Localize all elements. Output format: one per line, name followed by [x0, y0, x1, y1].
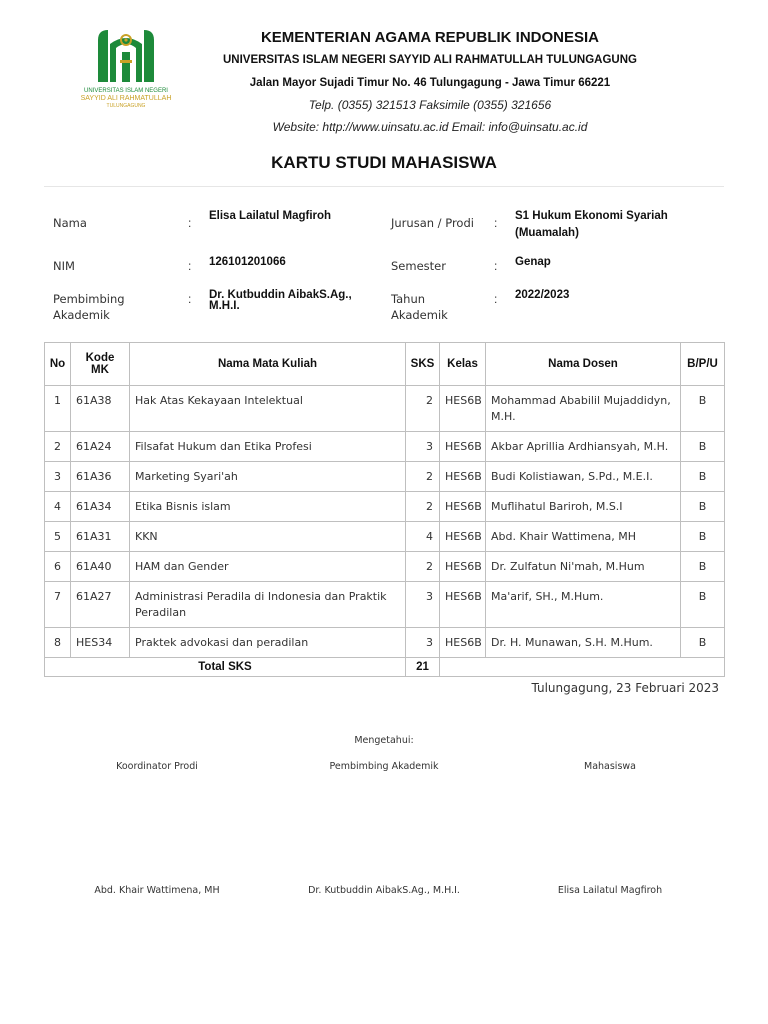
university-logo — [78, 22, 174, 114]
nim-value: 126101201066 — [209, 256, 286, 268]
header-bpu: B/P/U — [681, 343, 725, 386]
logo-text-line3: TULUNGAGUNG — [106, 103, 146, 109]
nim-colon: : — [188, 259, 192, 273]
header-sks: SKS — [406, 343, 440, 386]
university-phone: Telp. (0355) 321513 Faksimile (0355) 321656 — [308, 98, 552, 112]
cell-no: 3 — [45, 462, 71, 492]
academic-year-label-line1: Tahun — [391, 292, 426, 306]
total-row — [45, 658, 725, 677]
cell-bpu: B — [681, 386, 725, 432]
university-website: Website: http://www.uinsatu.ac.id Email: info@uinsatu.ac.id — [272, 120, 588, 134]
cell-lecturer: Ma'arif, SH., M.Hum. — [486, 582, 681, 628]
cell-code: 61A27 — [71, 582, 130, 628]
cell-bpu: B — [681, 628, 725, 658]
header-code-line2: MK — [91, 364, 109, 376]
cell-course: Administrasi Peradila di Indonesia dan Praktik Peradilan — [130, 582, 406, 628]
cell-sks: 2 — [406, 462, 440, 492]
header-no: No — [45, 343, 71, 386]
cell-class: HES6B — [440, 462, 486, 492]
table-row — [45, 552, 725, 582]
cell-no: 4 — [45, 492, 71, 522]
cell-lecturer: Akbar Aprillia Ardhiansyah, M.H. — [486, 432, 681, 462]
cell-sks: 3 — [406, 432, 440, 462]
place-date: Tulungagung, 23 Februari 2023 — [531, 681, 719, 695]
table-row — [45, 522, 725, 552]
header-course: Nama Mata Kuliah — [130, 343, 406, 386]
cell-course: KKN — [130, 522, 406, 552]
total-row-spacer — [440, 658, 725, 677]
title-divider — [44, 186, 724, 187]
student-name: Elisa Lailatul Magfiroh — [557, 885, 663, 896]
semester-label: Semester — [391, 259, 446, 273]
cell-course: Filsafat Hukum dan Etika Profesi — [130, 432, 406, 462]
cell-code: 61A31 — [71, 522, 130, 552]
advisor-role: Pembimbing Akademik — [329, 761, 439, 772]
semester-value: Genap — [515, 256, 551, 268]
course-table — [44, 342, 725, 677]
coordinator-name: Abd. Khair Wattimena, MH — [94, 885, 220, 896]
table-row — [45, 462, 725, 492]
cell-sks: 3 — [406, 628, 440, 658]
program-value-line2: (Muamalah) — [515, 227, 579, 239]
table-row — [45, 628, 725, 658]
cell-course: Praktek advokasi dan peradilan — [130, 628, 406, 658]
cell-sks: 4 — [406, 522, 440, 552]
advisor-colon: : — [188, 292, 192, 306]
cell-code: 61A38 — [71, 386, 130, 432]
cell-no: 2 — [45, 432, 71, 462]
cell-class: HES6B — [440, 582, 486, 628]
university-address: Jalan Mayor Sujadi Timur No. 46 Tulungagung - Jawa Timur 66221 — [249, 77, 611, 89]
cell-course: Etika Bisnis islam — [130, 492, 406, 522]
cell-course: Marketing Syari'ah — [130, 462, 406, 492]
program-value-line1: S1 Hukum Ekonomi Syariah — [515, 210, 668, 222]
header-code — [71, 343, 130, 386]
cell-lecturer: Dr. H. Munawan, S.H. M.Hum. — [486, 628, 681, 658]
header-lecturer: Nama Dosen — [486, 343, 681, 386]
cell-bpu: B — [681, 492, 725, 522]
cell-code: 61A36 — [71, 462, 130, 492]
nim-label: NIM — [53, 259, 75, 273]
academic-year-colon: : — [494, 292, 498, 306]
university-name: UNIVERSITAS ISLAM NEGERI SAYYID ALI RAHMATULLAH TULUNGAGUNG — [222, 54, 637, 66]
total-sks-value: 21 — [406, 658, 440, 677]
table-row — [45, 432, 725, 462]
ministry-name: KEMENTERIAN AGAMA REPUBLIK INDONESIA — [260, 29, 600, 46]
cell-class: HES6B — [440, 552, 486, 582]
program-colon: : — [494, 216, 498, 230]
cell-bpu: B — [681, 522, 725, 552]
cell-class: HES6B — [440, 492, 486, 522]
page-title: KARTU STUDI MAHASISWA — [271, 153, 497, 172]
table-row — [45, 492, 725, 522]
cell-no: 6 — [45, 552, 71, 582]
academic-year-value: 2022/2023 — [515, 289, 570, 301]
cell-lecturer: Dr. Zulfatun Ni'mah, M.Hum — [486, 552, 681, 582]
cell-bpu: B — [681, 582, 725, 628]
logo-text-line2: SAYYID ALI RAHMATULLAH — [80, 95, 172, 102]
cell-class: HES6B — [440, 628, 486, 658]
cell-no: 7 — [45, 582, 71, 628]
cell-bpu: B — [681, 432, 725, 462]
name-value: Elisa Lailatul Magfiroh — [209, 210, 332, 222]
academic-year-label-line2: Akademik — [391, 308, 448, 322]
advisor-label-line1: Pembimbing — [53, 292, 125, 306]
total-sks-label: Total SKS — [45, 658, 406, 677]
cell-lecturer: Muflihatul Bariroh, M.S.I — [486, 492, 681, 522]
cell-class: HES6B — [440, 522, 486, 552]
table-row — [45, 386, 725, 432]
coordinator-role: Koordinator Prodi — [116, 761, 198, 772]
university-logo-icon — [78, 22, 174, 114]
acknowledged-label: Mengetahui: — [354, 735, 414, 746]
header-class: Kelas — [440, 343, 486, 386]
cell-code: HES34 — [71, 628, 130, 658]
cell-sks: 2 — [406, 386, 440, 432]
cell-code: 61A34 — [71, 492, 130, 522]
cell-no: 5 — [45, 522, 71, 552]
cell-class: HES6B — [440, 386, 486, 432]
cell-no: 1 — [45, 386, 71, 432]
advisor-value-line1: Dr. Kutbuddin AibakS.Ag., — [209, 289, 352, 301]
cell-lecturer: Mohammad Ababilil Mujaddidyn, M.H. — [486, 386, 681, 432]
table-header-row — [45, 343, 725, 386]
advisor-value-line2: M.H.I. — [209, 300, 240, 312]
cell-bpu: B — [681, 552, 725, 582]
advisor-name: Dr. Kutbuddin AibakS.Ag., M.H.I. — [308, 885, 460, 896]
cell-code: 61A24 — [71, 432, 130, 462]
cell-course: HAM dan Gender — [130, 552, 406, 582]
name-label: Nama — [53, 216, 87, 230]
cell-sks: 2 — [406, 552, 440, 582]
student-role: Mahasiswa — [584, 761, 636, 772]
cell-sks: 3 — [406, 582, 440, 628]
program-label: Jurusan / Prodi — [391, 216, 474, 230]
cell-code: 61A40 — [71, 552, 130, 582]
cell-sks: 2 — [406, 492, 440, 522]
cell-course: Hak Atas Kekayaan Intelektual — [130, 386, 406, 432]
logo-text-line1: UNIVERSITAS ISLAM NEGERI — [84, 88, 168, 94]
cell-bpu: B — [681, 462, 725, 492]
header-code-line1: Kode — [85, 352, 115, 364]
cell-lecturer: Abd. Khair Wattimena, MH — [486, 522, 681, 552]
advisor-label-line2: Akademik — [53, 308, 110, 322]
name-colon: : — [188, 216, 192, 230]
cell-lecturer: Budi Kolistiawan, S.Pd., M.E.I. — [486, 462, 681, 492]
table-row — [45, 582, 725, 628]
cell-no: 8 — [45, 628, 71, 658]
semester-colon: : — [494, 259, 498, 273]
cell-class: HES6B — [440, 432, 486, 462]
